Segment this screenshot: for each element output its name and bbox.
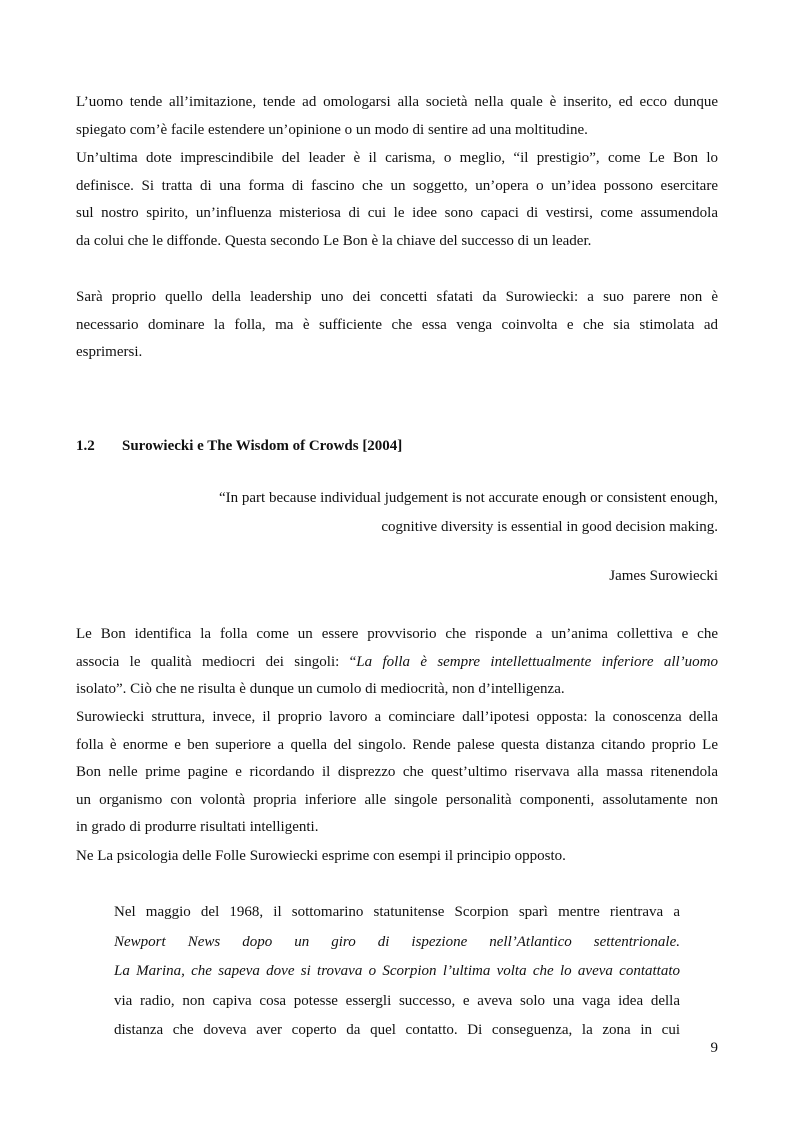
text-line: L’uomo tende all’imitazione, tende ad omologarsi alla società nella quale è inserito, ed ecco dunque — [76, 94, 718, 110]
section-number: 1.2 — [76, 438, 95, 454]
text-line: da colui che le diffonde. Questa secondo Le Bon è la chiave del successo di un leader. — [76, 232, 592, 249]
paragraph-surowiecki — [76, 704, 718, 842]
block-quote-line: via radio, non capiva cosa potesse essergli successo, e aveva solo una vaga idea della — [114, 992, 680, 1009]
block-quote-line: Nel maggio del 1968, il sottomarino statunitense Scorpion sparì mentre rientrava a — [114, 904, 680, 920]
section-heading — [76, 438, 402, 455]
paragraph-charisma — [76, 145, 718, 255]
text-line: Ne La psicologia delle Folle Surowiecki esprime con esempi il principio opposto. — [76, 848, 566, 864]
text-line: Bon nelle prime pagine e ricordando il disprezzo che quest’ultimo riservava alla massa ritenendola — [76, 764, 718, 781]
text-line: Le Bon identifica la folla come un essere provvisorio che risponde a un’anima collettiva e che — [76, 626, 718, 642]
text-line: sul nostro spirito, un’influenza misteriosa di cui le idee sono capaci di vestirsi, come assumendola — [76, 205, 718, 222]
page-number: 9 — [710, 1040, 718, 1056]
epigraph-line: cognitive diversity is essential in good decision making. — [381, 519, 718, 535]
block-quote-line: distanza che doveva aver coperto da quel contatto. Di conseguenza, la zona in cui — [114, 1022, 680, 1038]
paragraph-le-bon — [76, 621, 718, 704]
text-line: definisce. Si tratta di una forma di fascino che un soggetto, un’opera o un’idea possono esercitare — [76, 177, 718, 194]
text-line: isolato”. Ciò che ne risulta è dunque un cumolo di mediocrità, non d’intelligenza. — [76, 681, 565, 698]
text-fragment: associa le qualità mediocri dei singoli: “ — [76, 653, 357, 670]
paragraph-psicologia — [76, 843, 718, 871]
text-line: in grado di produrre risultati intelligenti. — [76, 819, 319, 836]
section-title: Surowiecki e The Wisdom of Crowds [2004] — [122, 438, 403, 454]
paragraph-leadership — [76, 284, 718, 367]
text-line-mixed — [76, 649, 718, 677]
text-line: esprimersi. — [76, 344, 143, 361]
text-line: Un’ultima dote imprescindibile del leader è il carisma, o meglio, “il prestigio”, come Le Bon lo — [76, 150, 718, 166]
text-line: necessario dominare la folla, ma è sufficiente che essa venga coinvolta e che sia stimolata ad — [76, 316, 718, 333]
text-line: Sarà proprio quello della leadership uno dei concetti sfatati da Surowiecki: a suo parere non è — [76, 289, 718, 305]
text-line: folla è enorme e ben superiore a quella del singolo. Rende palese questa distanza citando proprio Le — [76, 736, 718, 753]
italic-quote: La folla è sempre intellettualmente inferiore all’uomo — [356, 653, 718, 670]
text-line: un organismo con volontà propria inferiore alle singole personalità componenti, assolutamente non — [76, 791, 718, 808]
epigraph-author: James Surowiecki — [609, 568, 718, 584]
text-line: Surowiecki struttura, invece, il proprio lavoro a cominciare dall’ipotesi opposta: la conoscenza della — [76, 709, 718, 725]
block-quote-line-italic: La Marina, che sapeva dove si trovava o Scorpion l’ultima volta che lo aveva contattato — [114, 963, 680, 979]
block-quote — [114, 898, 680, 1046]
text-line: spiegato com’è facile estendere un’opinione o un modo di sentire ad una moltitudine. — [76, 121, 588, 138]
block-quote-line-italic: Newport News dopo un giro di ispezione nell’Atlantico settentrionale. — [114, 933, 680, 950]
epigraph — [180, 484, 718, 542]
paragraph-imitation — [76, 89, 718, 144]
epigraph-line: “In part because individual judgement is not accurate enough or consistent enough, — [218, 490, 718, 506]
